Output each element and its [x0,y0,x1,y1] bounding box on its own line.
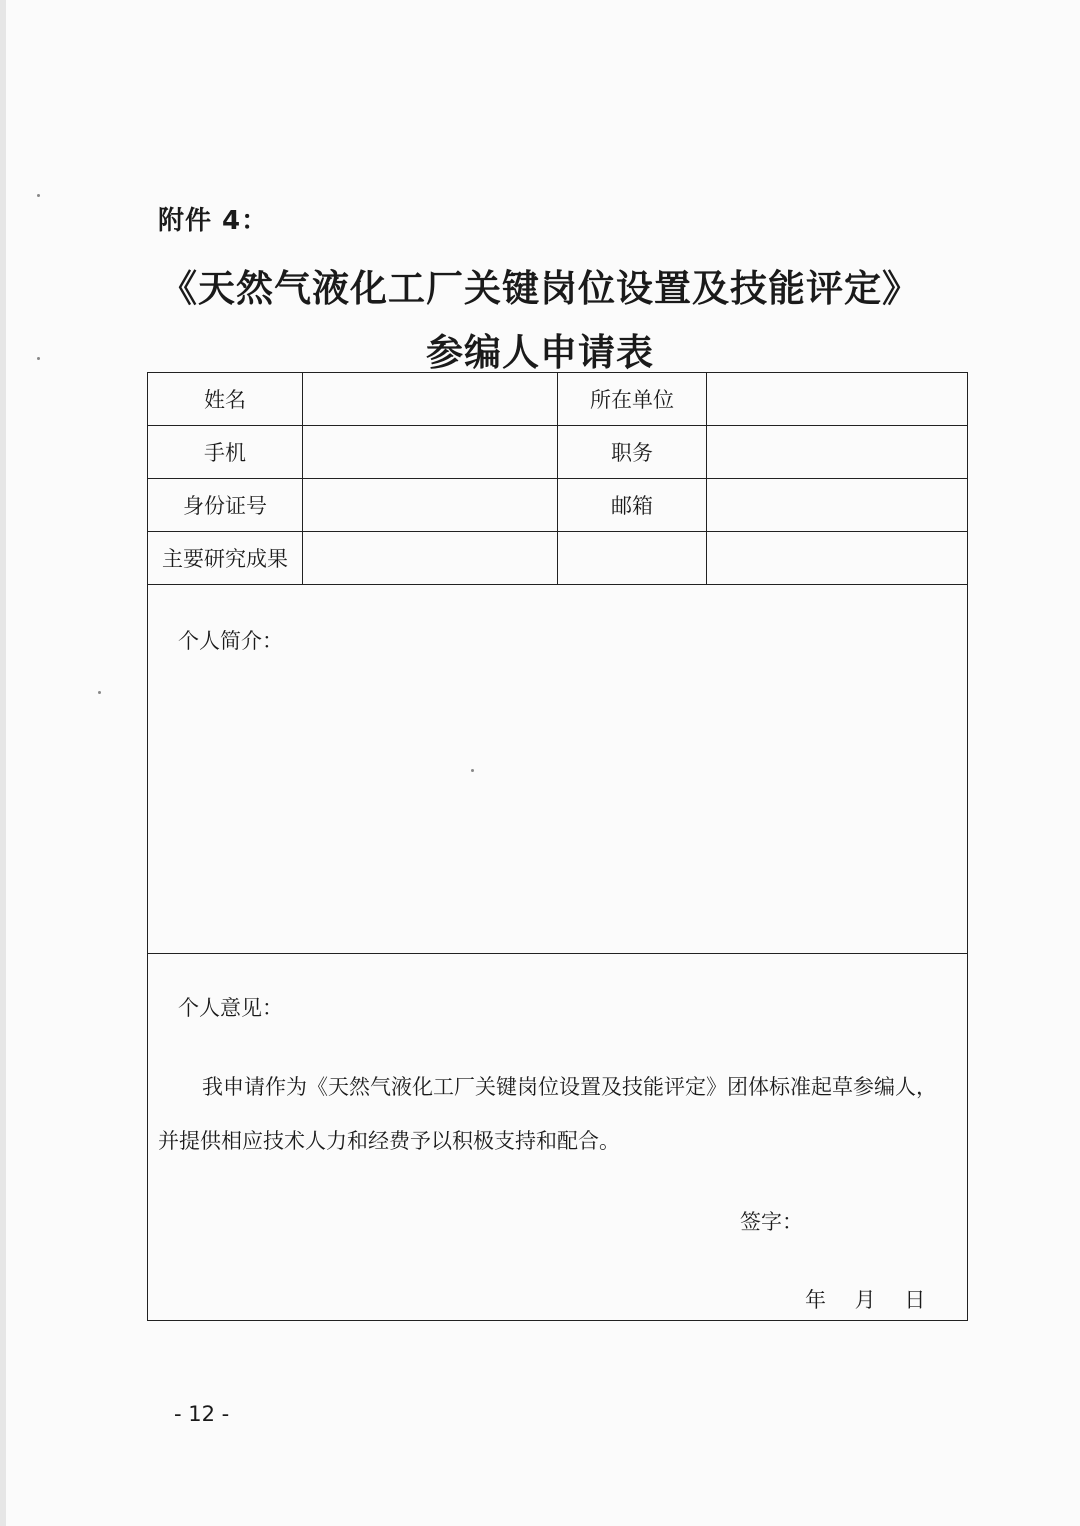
scan-speck [98,691,101,694]
organization-field[interactable] [707,373,968,426]
form-title: 参编人申请表 [426,331,654,374]
email-field[interactable] [707,479,968,532]
phone-field[interactable] [303,426,558,479]
form-row-opinion [148,954,968,1321]
signature-label: 签字： [740,1210,803,1234]
scan-speck [37,357,40,360]
organization-label: 所在单位 [558,373,707,426]
attachment-label: 附件 4： [158,206,269,236]
page-edge [0,0,6,1526]
application-form-table [147,372,968,1321]
document-title: 《天然气液化工厂关键岗位设置及技能评定》 [160,267,920,310]
id-number-field[interactable] [303,479,558,532]
name-label: 姓名 [148,373,303,426]
form-row-research [148,532,968,585]
email-label: 邮箱 [558,479,707,532]
scan-speck [37,194,40,197]
application-statement: 我申请作为《天然气液化工厂关键岗位设置及技能评定》团体标准起草参编人，并提供相应技术人力和经费予以积极支持和配合。 [158,1075,937,1153]
personal-intro-cell[interactable] [148,585,968,954]
name-field[interactable] [303,373,558,426]
form-row-intro [148,585,968,954]
form-row-name [148,373,968,426]
personal-intro-label: 个人简介： [178,629,283,653]
form-row-id [148,479,968,532]
position-field[interactable] [707,426,968,479]
phone-label: 手机 [148,426,303,479]
personal-opinion-label: 个人意见： [178,996,283,1020]
research-results-field-2[interactable] [558,532,707,585]
research-results-field-3[interactable] [707,532,968,585]
page-number: - 12 - [174,1402,230,1426]
position-label: 职务 [558,426,707,479]
research-results-field[interactable] [303,532,558,585]
research-results-label: 主要研究成果 [148,532,303,585]
scan-speck [471,769,474,772]
id-number-label: 身份证号 [148,479,303,532]
date-line: 年 月 日 [805,1288,926,1312]
personal-opinion-cell [148,954,968,1321]
form-row-phone [148,426,968,479]
